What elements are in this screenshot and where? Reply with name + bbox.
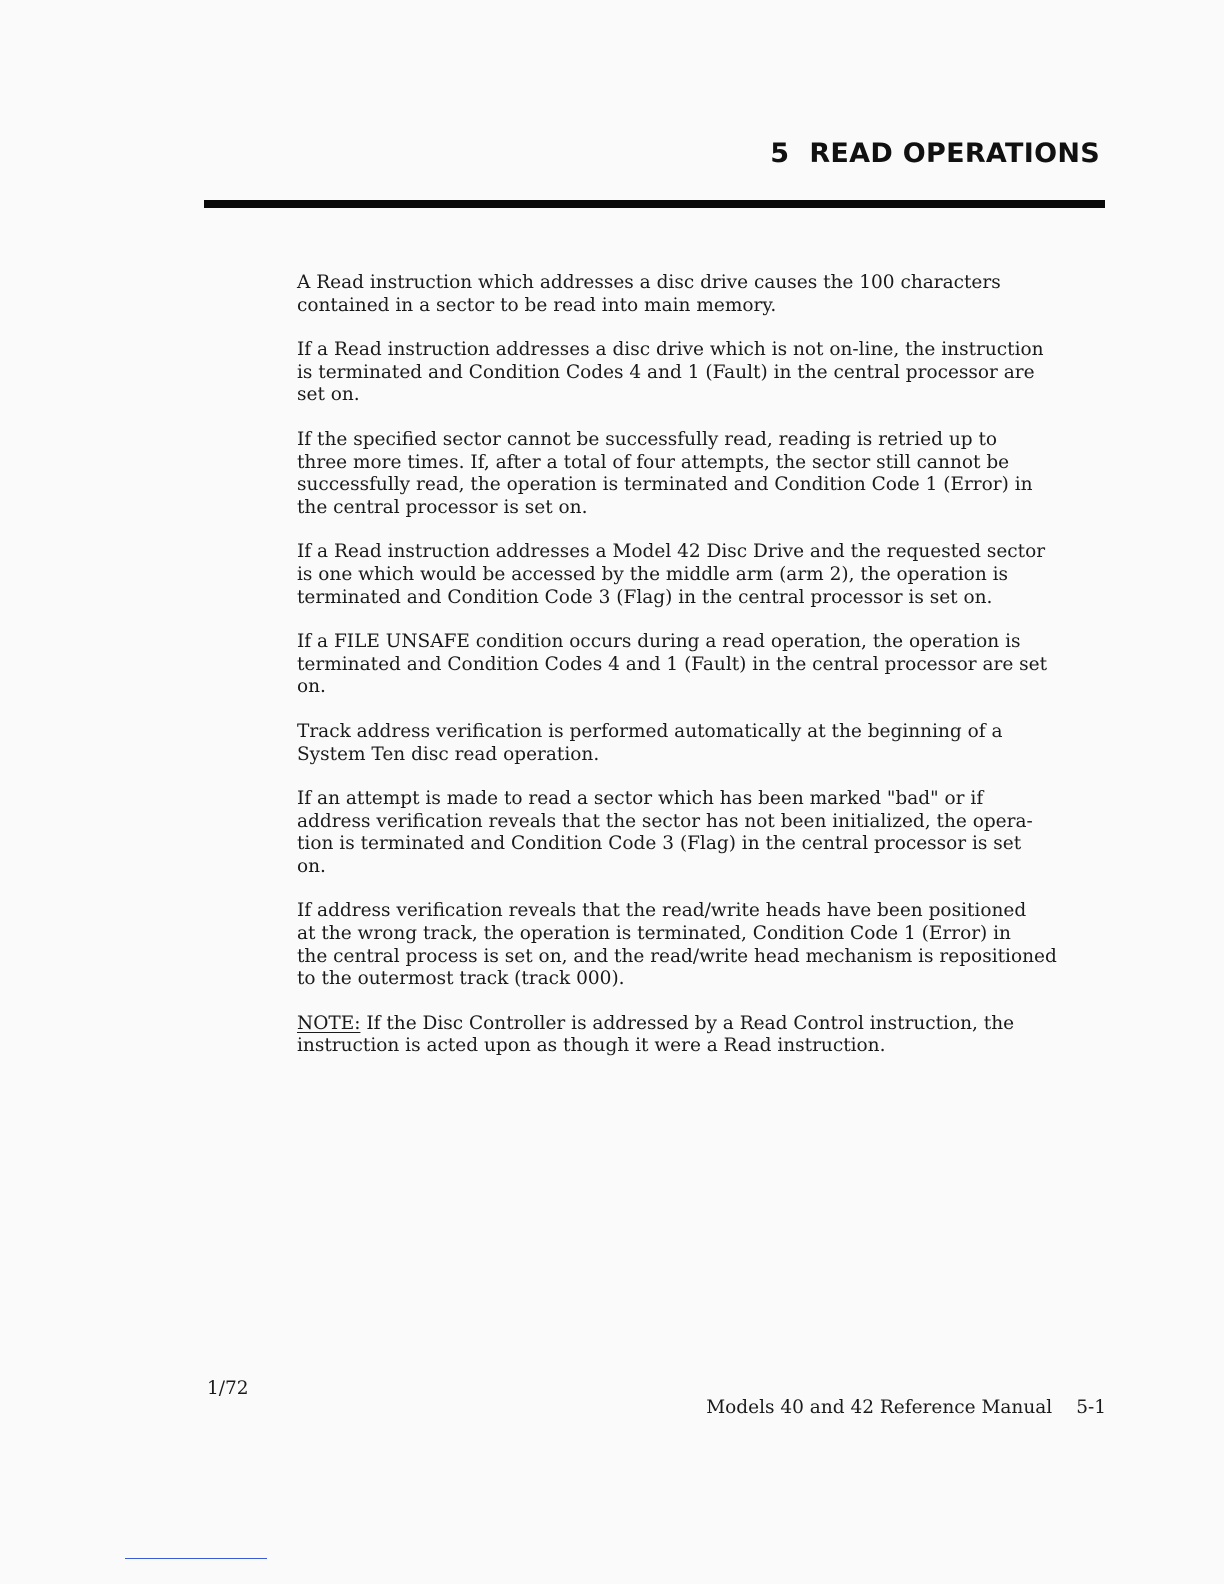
- paragraph: If the specified sector cannot be successfully read, reading is retried up to three more times. If, after a total of four attempts, the sector still cannot be successfully read, the operation is terminated and Condition Code 1 (Error) in the central processor is set on.: [297, 428, 1033, 518]
- paragraph: If a FILE UNSAFE condition occurs during a read operation, the operation is terminated and Condition Codes 4 and 1 (Fault) in the central processor are set on.: [297, 631, 1048, 698]
- paragraph: If address verification reveals that the read/write heads have been positioned at the wrong track, the operation is terminated, Condition Code 1 (Error) in the central process is set on, and the read/write head mechanism is repositioned to the outermost track (track 000).: [297, 900, 1057, 990]
- note-paragraph: [297, 1013, 1127, 1058]
- note-label: NOTE:: [297, 1012, 361, 1034]
- page-footer: [706, 1397, 1106, 1418]
- paragraph: If a Read instruction addresses a disc drive which is not on-line, the instruction is terminated and Condition Codes 4 and 1 (Fault) in the central processor are set on.: [297, 339, 1044, 406]
- paragraph: A Read instruction which addresses a disc drive causes the 100 characters contained in a sector to be read into main memory.: [297, 272, 1001, 316]
- page-number: 5-1: [1076, 1397, 1106, 1418]
- date-code: 1/72: [207, 1378, 249, 1399]
- scan-mark: [125, 1558, 267, 1559]
- heading-rule: [204, 200, 1105, 208]
- manual-title: Models 40 and 42 Reference Manual: [706, 1397, 1053, 1418]
- paragraph: If an attempt is made to read a sector which has been marked "bad" or if address verification reveals that the sector has not been initialized, the opera- tion is terminated and Condition Code 3 (Flag) in the central processor is set on.: [297, 788, 1033, 877]
- paragraph: Track address verification is performed automatically at the beginning of a System Ten disc read operation.: [297, 720, 1003, 765]
- body-text: [297, 272, 1127, 1080]
- chapter-heading: [770, 138, 1100, 169]
- chapter-title: READ OPERATIONS: [809, 138, 1100, 169]
- paragraph: If a Read instruction addresses a Model 42 Disc Drive and the requested sector is one which would be accessed by the middle arm (arm 2), the operation is terminated and Condition Code 3 (Flag) in the central processor is set on.: [297, 541, 1046, 608]
- note-text: If the Disc Controller is addressed by a Read Control instruction, the instruction is acted upon as though it were a Read instruction.: [297, 1012, 1015, 1057]
- chapter-number: 5: [770, 138, 790, 169]
